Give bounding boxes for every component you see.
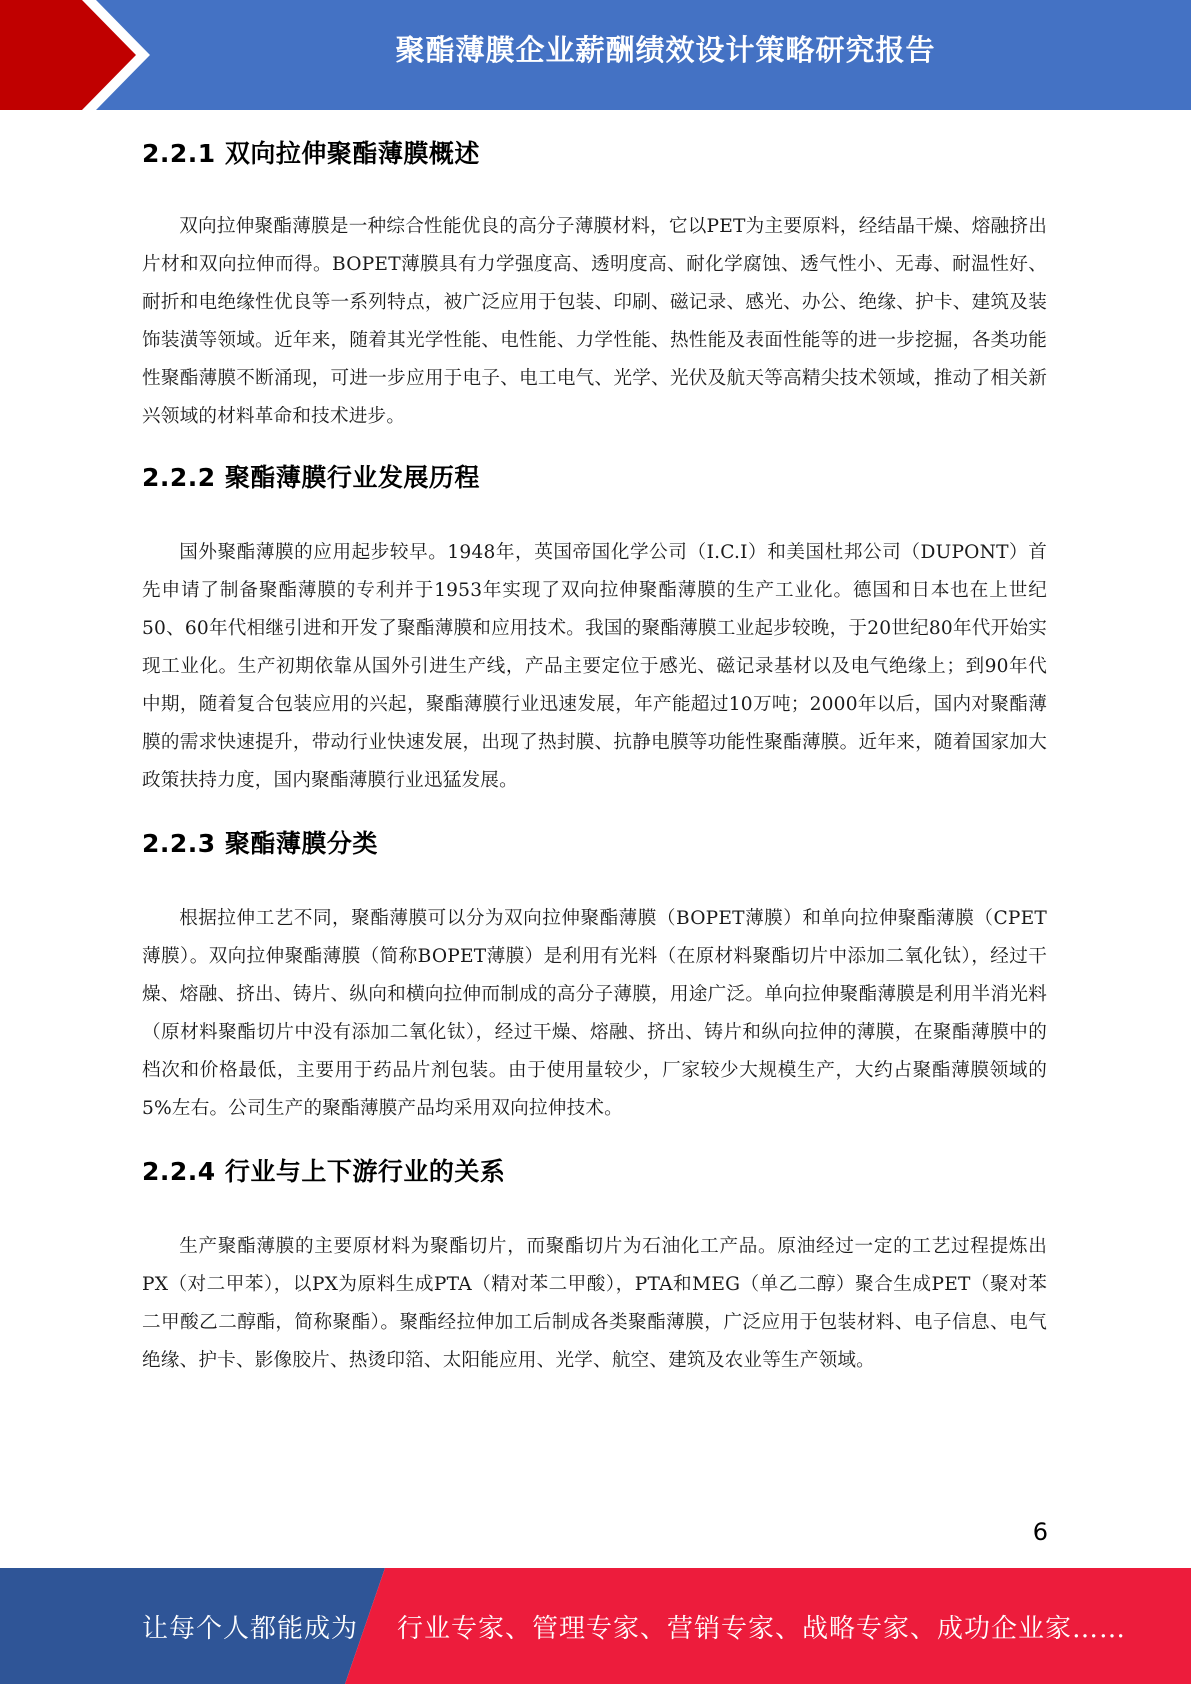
section-paragraph-2-2-2: 国外聚酯薄膜的应用起步较早。1948年，英国帝国化学公司（I.C.I）和美国杜邦公司（DUPONT）首先申请了制备聚酯薄膜的专利并于1953年实现了双向拉伸聚酯薄膜的生产工业化。德国和日本也在上世纪50、60年代相继引进和开发了聚酯薄膜和应用技术。我国的聚酯薄膜工业起步较晚，于20世纪80年代开始实现工业化。生产初期依靠从国外引进生产线，产品主要定位于感光、磁记录基材以及电气绝缘上；到90年代中期，随着复合包装应用的兴起，聚酯薄膜行业迅速发展，年产能超过10万吨；2000年以后，国内对聚酯薄膜的需求快速提升，带动行业快速发展，出现了热封膜、抗静电膜等功能性聚酯薄膜。近年来，随着国家加大政策扶持力度，国内聚酯薄膜行业迅猛发展。 [142,542,1047,791]
section-heading-2-2-2: 2.2.2 聚酯薄膜行业发展历程 [142,463,480,492]
footer-slogan-right: 行业专家、管理专家、营销专家、战略专家、成功企业家…… [397,1614,1127,1644]
section-paragraph-2-2-4: 生产聚酯薄膜的主要原材料为聚酯切片，而聚酯切片为石油化工产品。原油经过一定的工艺过程提炼出PX（对二甲苯），以PX为原料生成PTA（精对苯二甲酸），PTA和MEG（单乙二醇）聚合生成PET（聚对苯二甲酸乙二醇酯，简称聚酯）。聚酯经拉伸加工后制成各类聚酯薄膜，广泛应用于包装材料、电子信息、电气绝缘、护卡、影像胶片、热烫印箔、太阳能应用、光学、航空、建筑及农业等生产领域。 [142,1236,1047,1371]
section-heading-2-2-1: 2.2.1 双向拉伸聚酯薄膜概述 [142,139,480,168]
section-heading-2-2-3: 2.2.3 聚酯薄膜分类 [142,829,378,858]
section-paragraph-2-2-3: 根据拉伸工艺不同，聚酯薄膜可以分为双向拉伸聚酯薄膜（BOPET薄膜）和单向拉伸聚酯薄膜（CPET薄膜）。双向拉伸聚酯薄膜（简称BOPET薄膜）是利用有光料（在原材料聚酯切片中添加二氧化钛），经过干燥、熔融、挤出、铸片、纵向和横向拉伸而制成的高分子薄膜，用途广泛。单向拉伸聚酯薄膜是利用半消光料（原材料聚酯切片中没有添加二氧化钛），经过干燥、熔融、挤出、铸片和纵向拉伸的薄膜，在聚酯薄膜中的档次和价格最低，主要用于药品片剂包装。由于使用量较少，厂家较少大规模生产，大约占聚酯薄膜领域的5%左右。公司生产的聚酯薄膜产品均采用双向拉伸技术。 [142,908,1047,1119]
report-title: 聚酯薄膜企业薪酬绩效设计策略研究报告 [395,33,936,67]
page-header [0,0,1191,110]
page-footer [0,1568,1191,1684]
page-number: 6 [1032,1518,1048,1546]
footer-slogan-left: 让每个人都能成为 [142,1614,359,1644]
section-paragraph-2-2-1: 双向拉伸聚酯薄膜是一种综合性能优良的高分子薄膜材料，它以PET为主要原料，经结晶干燥、熔融挤出片材和双向拉伸而得。BOPET薄膜具有力学强度高、透明度高、耐化学腐蚀、透气性小、无毒、耐温性好、耐折和电绝缘性优良等一系列特点，被广泛应用于包装、印刷、磁记录、感光、办公、绝缘、护卡、建筑及装饰装潢等领域。近年来，随着其光学性能、电性能、力学性能、热性能及表面性能等的进一步挖掘，各类功能性聚酯薄膜不断涌现，可进一步应用于电子、电工电气、光学、光伏及航天等高精尖技术领域，推动了相关新兴领域的材料革命和技术进步。 [142,216,1047,427]
section-heading-2-2-4: 2.2.4 行业与上下游行业的关系 [142,1157,506,1186]
document-body [142,128,1047,1380]
